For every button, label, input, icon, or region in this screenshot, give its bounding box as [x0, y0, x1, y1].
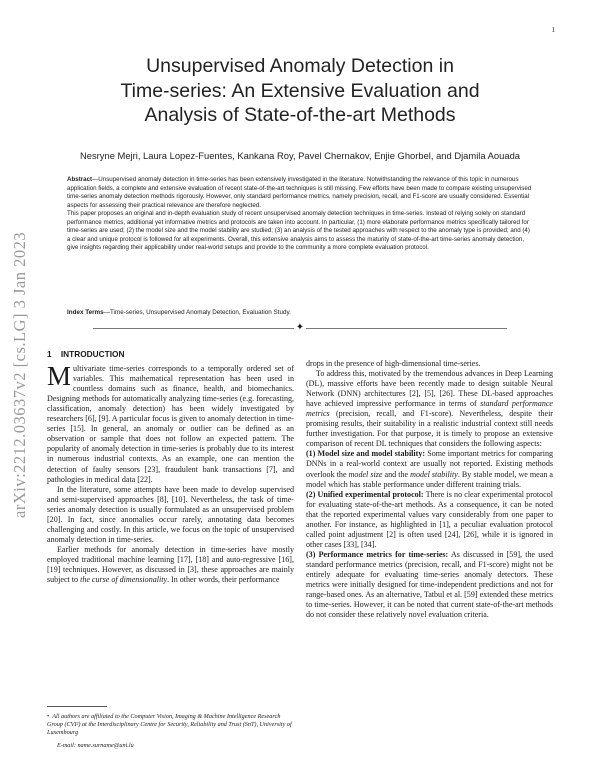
section-number: 1 [47, 349, 52, 359]
abstract-paragraph: —Unsupervised anomaly detection in time-series has been extensively investigated in the literature. Notwithstanding the relevance of this topic in numerous application fields, a complete and extensive evaluation of recent state-of-the-art techniques is still missing. Few efforts have been made to compare existing unsupervised time-series anomaly detection methods rigorously. However, only standard performance metrics, namely precision, recall, and F1-score are usually considered. Essential aspects for assessing their practical relevance are therefore neglected. [67, 176, 532, 209]
bullet-icon: • [47, 713, 50, 720]
left-column [47, 349, 294, 585]
title-line: Analysis of State-of-the-art Methods [144, 104, 456, 126]
affiliation-text: All authors are affiliated to the Computer Vision, Imaging & Machine Intelligence Research Group (CVI²) at the Interdisciplinary Centre for Security, Reliability and Trust (SnT), University of Luxembourg [47, 713, 292, 737]
divider-ornament-icon: ✦ [295, 322, 305, 333]
index-terms [67, 309, 533, 316]
section-title: INTRODUCTION [60, 349, 125, 359]
page-number: 1 [551, 26, 555, 34]
title-line: Time-series: An Extensive Evaluation and [120, 79, 480, 102]
author-list: Nesryne Mejri, Laura Lopez-Fuentes, Kankana Roy, Pavel Chernakov, Enjie Ghorbel, and Djamila Aouada [80, 150, 520, 161]
footnote-rule [47, 706, 107, 707]
section-heading [47, 349, 294, 359]
footnote [47, 713, 294, 737]
index-terms-label: Index Terms [67, 309, 104, 316]
drop-cap: M [47, 361, 72, 392]
contact-email: E-mail: name.surname@uni.lu [57, 742, 134, 749]
body-paragraph: To address this, motivated by the tremendous advances in Deep Learning (DL), massive efforts have been recently made to design suitable Neural Network (DNN) architectures [2], [5], [26]. These DL-based approaches have achieved impressive performance in terms of standard performance metrics (precision, recall, and F1-score). Nevertheless, despite their promising results, their suitability in a realistic industrial context still needs further investigation. For that purpose, it is timely to propose an extensive comparison of recent DL techniques that considers the following aspects: [306, 369, 553, 449]
body-paragraph: In the literature, some attempts have been made to develop supervised and semi-supervised approaches [8], [10]. Nevertheless, the task of time-series anomaly detection is usually formulated as an unsupervised problem [20]. In fact, since anomalies occur rarely, annotating data becomes challenging and costly. In this article, we focus on the topic of unsupervised anomaly detection in time-series. [47, 484, 294, 544]
index-terms-text: —Time-series, Unsupervised Anomaly Detection, Evaluation Study. [103, 309, 291, 316]
title-line: Unsupervised Anomaly Detection in [146, 55, 454, 77]
abstract [67, 176, 533, 253]
paper-title [60, 54, 540, 128]
body-paragraph: Multivariate time-series corresponds to a temporally ordered set of variables. This mathematical representation has been used in countless domains such as finance, health, and biomechanics. Designing methods for automatically analyzing time-series (e.g. forecasting, classification, anomaly detection) has been widely investigated by researchers [6], [9]. A particular focus is given to anomaly detection in time-series [15]. In general, an anomaly or outlier can be defined as an observation or sample that does not follow an expected pattern. The popularity of anomaly detection in time-series is probably due to its interest in numerous industrial contexts. As an example, one can mention the detection of faulty sensors [23], fraudulent bank transactions [7], and pathologies in medical data [22]. [47, 361, 294, 484]
body-paragraph: drops in the presence of high-dimensional time-series. [306, 359, 481, 368]
aspect-item-protocol: (2) Unified experimental protocol: There is no clear experimental protocol for evaluating state-of-the-art methods. As a consequence, it can be noted that the reported experimental values vary considerably from one paper to another. For instance, as highlighted in [1], a peculiar evaluation protocol called point adjustment [2] is often used [24], [26], while it is ignored in other cases [33], [34]. [306, 489, 553, 549]
aspect-item-metrics: (3) Performance metrics for time-series: As discussed in [59], the used standard performance metrics (precision, recall, and F1-score) might not be entirely adequate for evaluating time-series anomaly detectors. These metrics were initially designed for time-independent predictions and not for range-based ones. As an alternative, Tatbul et al. [59] extended these metrics to time-series. However, it can be noted that current state-of-the-art methods do not consider these relatively novel evaluation criteria. [306, 549, 554, 620]
body-paragraph: Earlier methods for anomaly detection in time-series have mostly employed traditional machine learning [17], [18] and auto-regressive [16], [19] techniques. However, as discussed in [3], these approaches are mainly subject to the curse of dimensionality. In other words, their performance [47, 544, 294, 585]
arxiv-identifier-stamp: arXiv:2212.03637v2 [cs.LG] 3 Jan 2023 [10, 231, 29, 519]
abstract-paragraph: This paper proposes an original and in-depth evaluation study of recent unsupervised anomaly detection techniques in time-series. Instead of relying solely on standard performance metrics, additional yet informative metrics and protocols are taken into account. In particular, (1) more elaborate performance metrics specifically tailored for time-series are used; (2) the model size and the model stability are studied; (3) an analysis of the tested approaches with respect to the anomaly type is provided; and (4) a clear and unique protocol is followed for all experiments. Overall, this extensive analysis aims to assess the maturity of state-of-the-art time-series anomaly detection, give insights regarding their applicability under real-world setups and provide to the community a more complete evaluation protocol. [67, 210, 530, 251]
right-column [306, 359, 553, 620]
aspect-item-model-size: (1) Model size and model stability: Some important metrics for comparing DNNs in a real-world context are usually not reported. Existing methods overlook the model size and the model stability. By stable model, we mean a model which has stable performance under different training trials. [306, 449, 554, 489]
abstract-label: Abstract [67, 176, 93, 183]
